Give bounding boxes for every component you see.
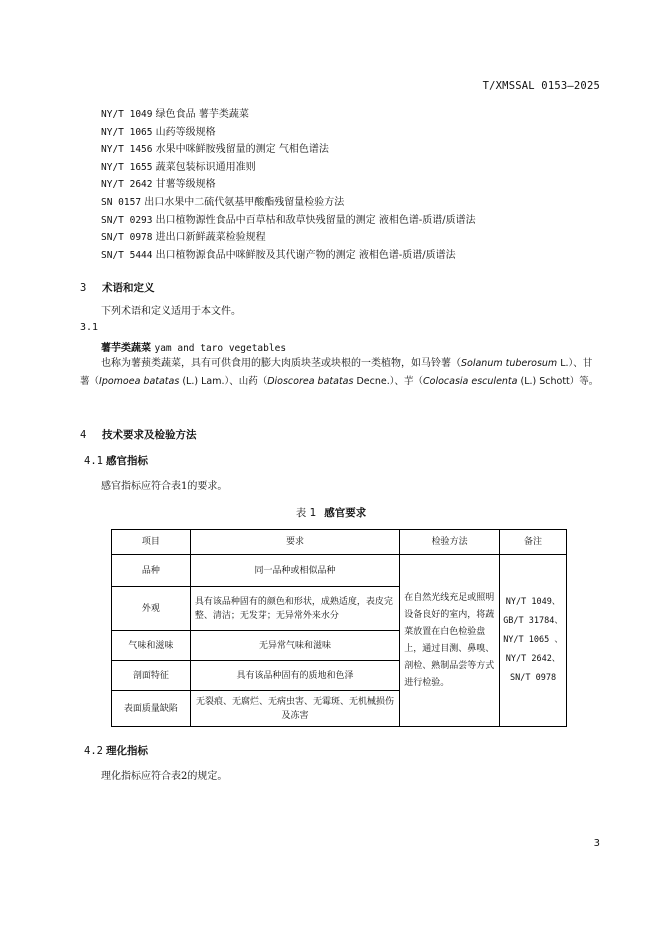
- reference-item: [101, 212, 621, 230]
- reference-code: NY/T 1065: [101, 126, 153, 138]
- reference-item: [101, 229, 621, 247]
- reference-title: 出口植物源食品中咪鲜胺及其代谢产物的测定 液相色谱-质谱/质谱法: [155, 249, 456, 261]
- definition-text: 也称为薯蓣类蔬菜，具有可供食用的膨大肉质块茎或块根的一类植物，如马铃薯（: [101, 358, 461, 369]
- item-cell: 剖面特征: [112, 661, 191, 691]
- term-definition: [80, 355, 600, 391]
- header-cell: 检验方法: [400, 530, 500, 555]
- subsection-number: 4.2: [84, 745, 103, 757]
- reference-title: 蔬菜包装标识通用准则: [155, 161, 256, 173]
- species-name: Dioscorea batatas: [267, 376, 354, 387]
- item-cell: 外观: [112, 587, 191, 631]
- species-name: Solanum tuberosum: [461, 358, 558, 369]
- reference-item: [101, 247, 621, 265]
- table-caption: [0, 505, 662, 520]
- item-cell: 表面质量缺陷: [112, 691, 191, 727]
- table-caption-title: 感官要求: [324, 507, 367, 519]
- requirement-cell: 无裂痕、无腐烂、无病虫害、无霉斑、无机械损伤及冻害: [190, 691, 399, 727]
- reference-list: [101, 106, 621, 264]
- section-title: 术语和定义: [102, 282, 155, 294]
- reference-title: 进出口新鲜蔬菜检验规程: [155, 232, 266, 244]
- reference-title: 绿色食品 薯芋类蔬菜: [155, 109, 249, 120]
- definition-text: L.）、甘薯（: [80, 358, 593, 387]
- requirement-cell: 具有该品种固有的质地和色泽: [190, 661, 399, 691]
- requirement-cell: 同一品种或相似品种: [190, 555, 399, 587]
- note-cell: NY/T 1049、GB/T 31784、NY/T 1065 、NY/T 2642、SN/T 0978: [500, 555, 567, 727]
- reference-title: 山药等级规格: [155, 126, 216, 138]
- species-name: Colocasia esculenta: [423, 376, 518, 387]
- subsection-4-1-heading: [84, 453, 148, 468]
- term-number: 3.1: [80, 322, 99, 333]
- species-name: Ipomoea batatas: [99, 376, 180, 387]
- reference-item: [101, 124, 621, 142]
- item-cell: 品种: [112, 555, 191, 587]
- reference-code: NY/T 1456: [101, 144, 153, 156]
- header-cell: 要求: [190, 530, 399, 555]
- section-number: 4: [80, 429, 87, 441]
- subsection-4-2-heading: [84, 743, 148, 758]
- header-cell: 备注: [500, 530, 567, 555]
- reference-item: [101, 159, 621, 177]
- reference-code: SN/T 5444: [101, 249, 153, 261]
- requirement-cell: 无异常气味和滋味: [190, 631, 399, 661]
- subsection-number: 4.1: [84, 455, 103, 467]
- reference-item: [101, 106, 621, 124]
- reference-title: 出口植物源性食品中百草枯和敌草快残留量的测定 液相色谱-质谱/质谱法: [155, 214, 476, 226]
- table-caption-number: 表 1: [295, 507, 317, 519]
- term-name-en: yam and taro vegetables: [154, 343, 287, 354]
- item-cell: 气味和滋味: [112, 631, 191, 661]
- table-row: [112, 555, 567, 587]
- section-3-intro: 下列术语和定义适用于本文件。: [101, 306, 241, 317]
- definition-text: (L.) Lam.）、山药（: [179, 376, 268, 387]
- sensory-requirements-table: [111, 529, 567, 727]
- document-code: T/XMSSAL 0153—2025: [482, 80, 600, 92]
- section-3-heading: [80, 280, 155, 295]
- reference-code: NY/T 2642: [101, 179, 153, 191]
- header-cell: 项目: [112, 530, 191, 555]
- table-header-row: [112, 530, 567, 555]
- term-name: [101, 339, 286, 354]
- section-number: 3: [80, 282, 87, 294]
- subsection-4-2-intro: 理化指标应符合表2的规定。: [101, 771, 228, 782]
- reference-code: NY/T 1049: [101, 109, 153, 120]
- reference-title: 出口水果中二硫代氨基甲酸酯残留量检验方法: [144, 196, 345, 208]
- section-4-heading: [80, 427, 197, 442]
- section-title: 技术要求及检验方法: [102, 429, 197, 441]
- reference-code: NY/T 1655: [101, 161, 153, 173]
- reference-code: SN 0157: [101, 196, 142, 208]
- reference-code: SN/T 0293: [101, 214, 153, 226]
- method-cell: 在自然光线充足或照明设备良好的室内，将蔬菜放置在白色检验盘上，通过目测、鼻嗅、剖检、熟制品尝等方式进行检验。: [400, 555, 500, 727]
- subsection-4-1-intro: 感官指标应符合表1的要求。: [101, 481, 228, 492]
- reference-code: SN/T 0978: [101, 232, 153, 244]
- page-number: 3: [593, 838, 600, 849]
- definition-text: Decne.）、芋（: [353, 376, 424, 387]
- definition-text: (L.) Schott）等。: [517, 376, 599, 387]
- subsection-title: 感官指标: [106, 455, 148, 467]
- reference-item: [101, 176, 621, 194]
- reference-title: 水果中咪鲜胺残留量的测定 气相色谱法: [155, 144, 329, 156]
- reference-item: [101, 141, 621, 159]
- subsection-title: 理化指标: [106, 745, 148, 757]
- reference-item: [101, 194, 621, 212]
- reference-title: 甘薯等级规格: [155, 179, 216, 191]
- term-name-zh: 薯芋类蔬菜: [101, 343, 151, 354]
- requirement-cell: 具有该品种固有的颜色和形状，成熟适度，表皮完整、清洁；无发芽；无异常外来水分: [190, 587, 399, 631]
